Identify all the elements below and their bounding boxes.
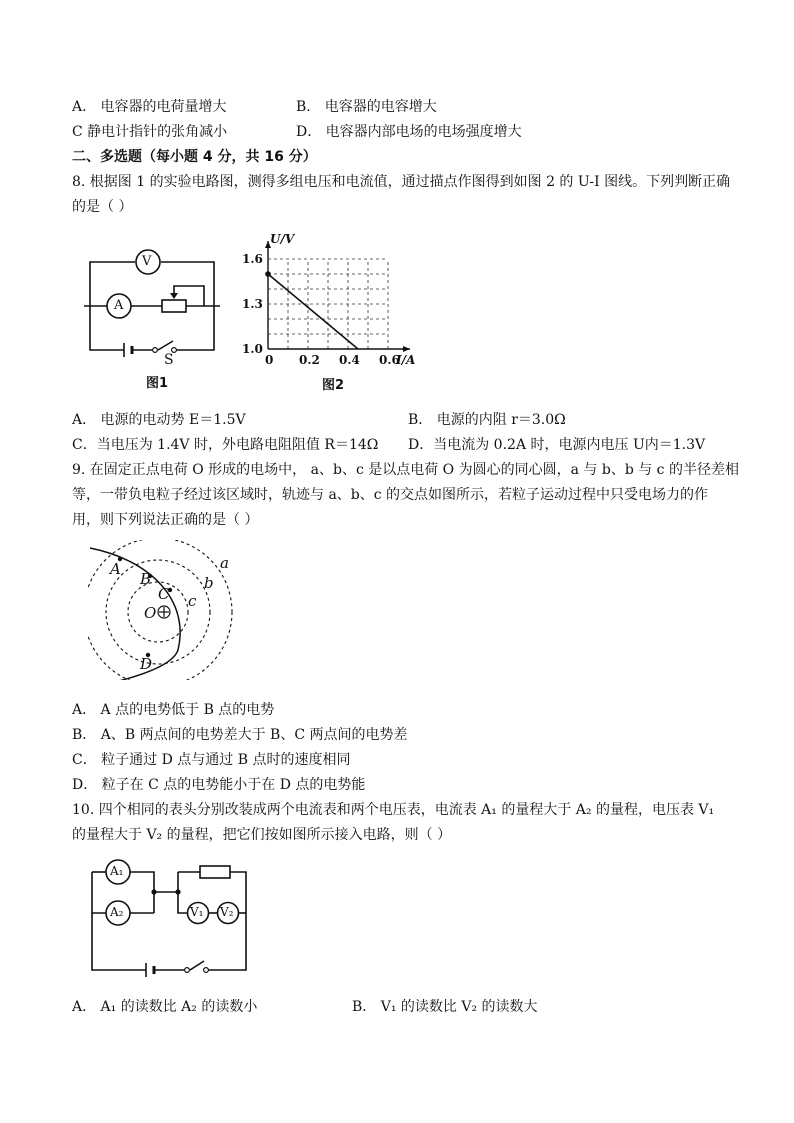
ammeter-a2-label: A₂	[110, 905, 124, 919]
q7-option-a: A． 电容器的电荷量增大	[72, 99, 227, 115]
chart-x-arrow	[403, 346, 410, 352]
chart-x-tick-label: 0.4	[339, 353, 360, 367]
q9-option-c: C． 粒子通过 D 点与通过 B 点时的速度相同	[72, 752, 351, 768]
figure1-caption: 图1	[146, 376, 169, 391]
ammeter-label: A	[114, 298, 124, 313]
chart-x-tick-label: 0.6	[379, 353, 400, 367]
q8-option-b: B． 电源的内阻 r＝3.0Ω	[408, 412, 566, 428]
point-a-label: A	[110, 560, 121, 578]
chart-x-axis-label: I/A	[396, 353, 416, 367]
q10-option-a: A． A₁ 的读数比 A₂ 的读数小	[72, 999, 258, 1015]
chart-y-tick-label: 1.3	[242, 297, 263, 311]
figure2-caption: 图2	[322, 378, 345, 393]
voltmeter-v2-label: V₂	[220, 905, 234, 919]
q7-option-b: B． 电容器的电容增大	[296, 99, 437, 115]
q10-stem-line1: 10. 四个相同的表头分别改装成两个电流表和两个电压表，电流表 A₁ 的量程大于 A₂ 的量程，电压表 V₁	[72, 802, 715, 818]
voltmeter-label: V	[142, 254, 152, 269]
point-d-label: D	[140, 655, 153, 673]
switch-label: S	[164, 352, 174, 368]
q9-option-b: B． A、B 两点间的电势差大于 B、C 两点间的电势差	[72, 727, 408, 743]
chart-y-tick-label: 1.0	[242, 342, 263, 356]
q10-stem-line2: 的量程大于 V₂ 的量程，把它们按如图所示接入电路，则（ ）	[72, 827, 452, 843]
q7-option-d: D． 电容器内部电场的电场强度增大	[296, 124, 522, 140]
circle-b-label: b	[204, 574, 214, 592]
ammeter-a1-label: A₁	[110, 864, 124, 878]
voltmeter-v1-label: V₁	[190, 905, 204, 919]
chart-x-tick-label: 0.2	[299, 353, 320, 367]
section-title: 二、多选题（每小题 4 分，共 16 分）	[72, 149, 317, 165]
q8-option-d: D．当电流为 0.2A 时，电源内电压 U内＝1.3V	[408, 437, 706, 453]
point-c-label: C	[158, 585, 170, 603]
point-b-label: B	[140, 570, 152, 588]
q8-option-a: A． 电源的电动势 E＝1.5V	[72, 412, 246, 428]
q10-figure	[84, 858, 254, 988]
circle-a-label: a	[220, 554, 229, 572]
q9-figure	[88, 540, 248, 680]
q8-figure1	[82, 244, 222, 394]
point-o-label: O	[144, 604, 157, 622]
q8-option-c: C．当电压为 1.4V 时，外电路电阻阻值 R＝14Ω	[72, 437, 379, 453]
chart-series-line	[268, 274, 358, 349]
q9-stem-line3: 用，则下列说法正确的是（ ）	[72, 512, 259, 528]
q9-stem-line1: 9. 在固定正点电荷 O 形成的电场中， a、b、c 是以点电荷 O 为圆心的同心圆，a 与 b、b 与 c 的半径差相	[72, 462, 739, 478]
q9-option-a: A． A 点的电势低于 B 点的电势	[72, 702, 275, 718]
q8-stem-line2: 的是（ ）	[72, 199, 133, 215]
q8-stem-line1: 8. 根据图 1 的实验电路图，测得多组电压和电流值，通过描点作图得到如图 2 的 U-I 图线。下列判断正确	[72, 174, 731, 190]
q9-option-d: D． 粒子在 C 点的电势能小于在 D 点的电势能	[72, 777, 366, 793]
circle-c-label: c	[188, 592, 197, 610]
q9-stem-line2: 等，一带负电粒子经过该区域时，轨迹与 a、b、c 的交点如图所示，若粒子运动过程中只受电场力的作	[72, 487, 709, 503]
chart-x-tick-label: 0	[265, 353, 274, 367]
q8-figure2-chart	[238, 232, 438, 392]
chart-y-tick-label: 1.6	[242, 252, 263, 266]
chart-data-point	[265, 271, 271, 277]
q10-option-b: B． V₁ 的读数比 V₂ 的读数大	[352, 999, 538, 1015]
q7-option-c: C 静电计指针的张角减小	[72, 124, 228, 140]
chart-y-axis-label: U/V	[270, 232, 295, 246]
